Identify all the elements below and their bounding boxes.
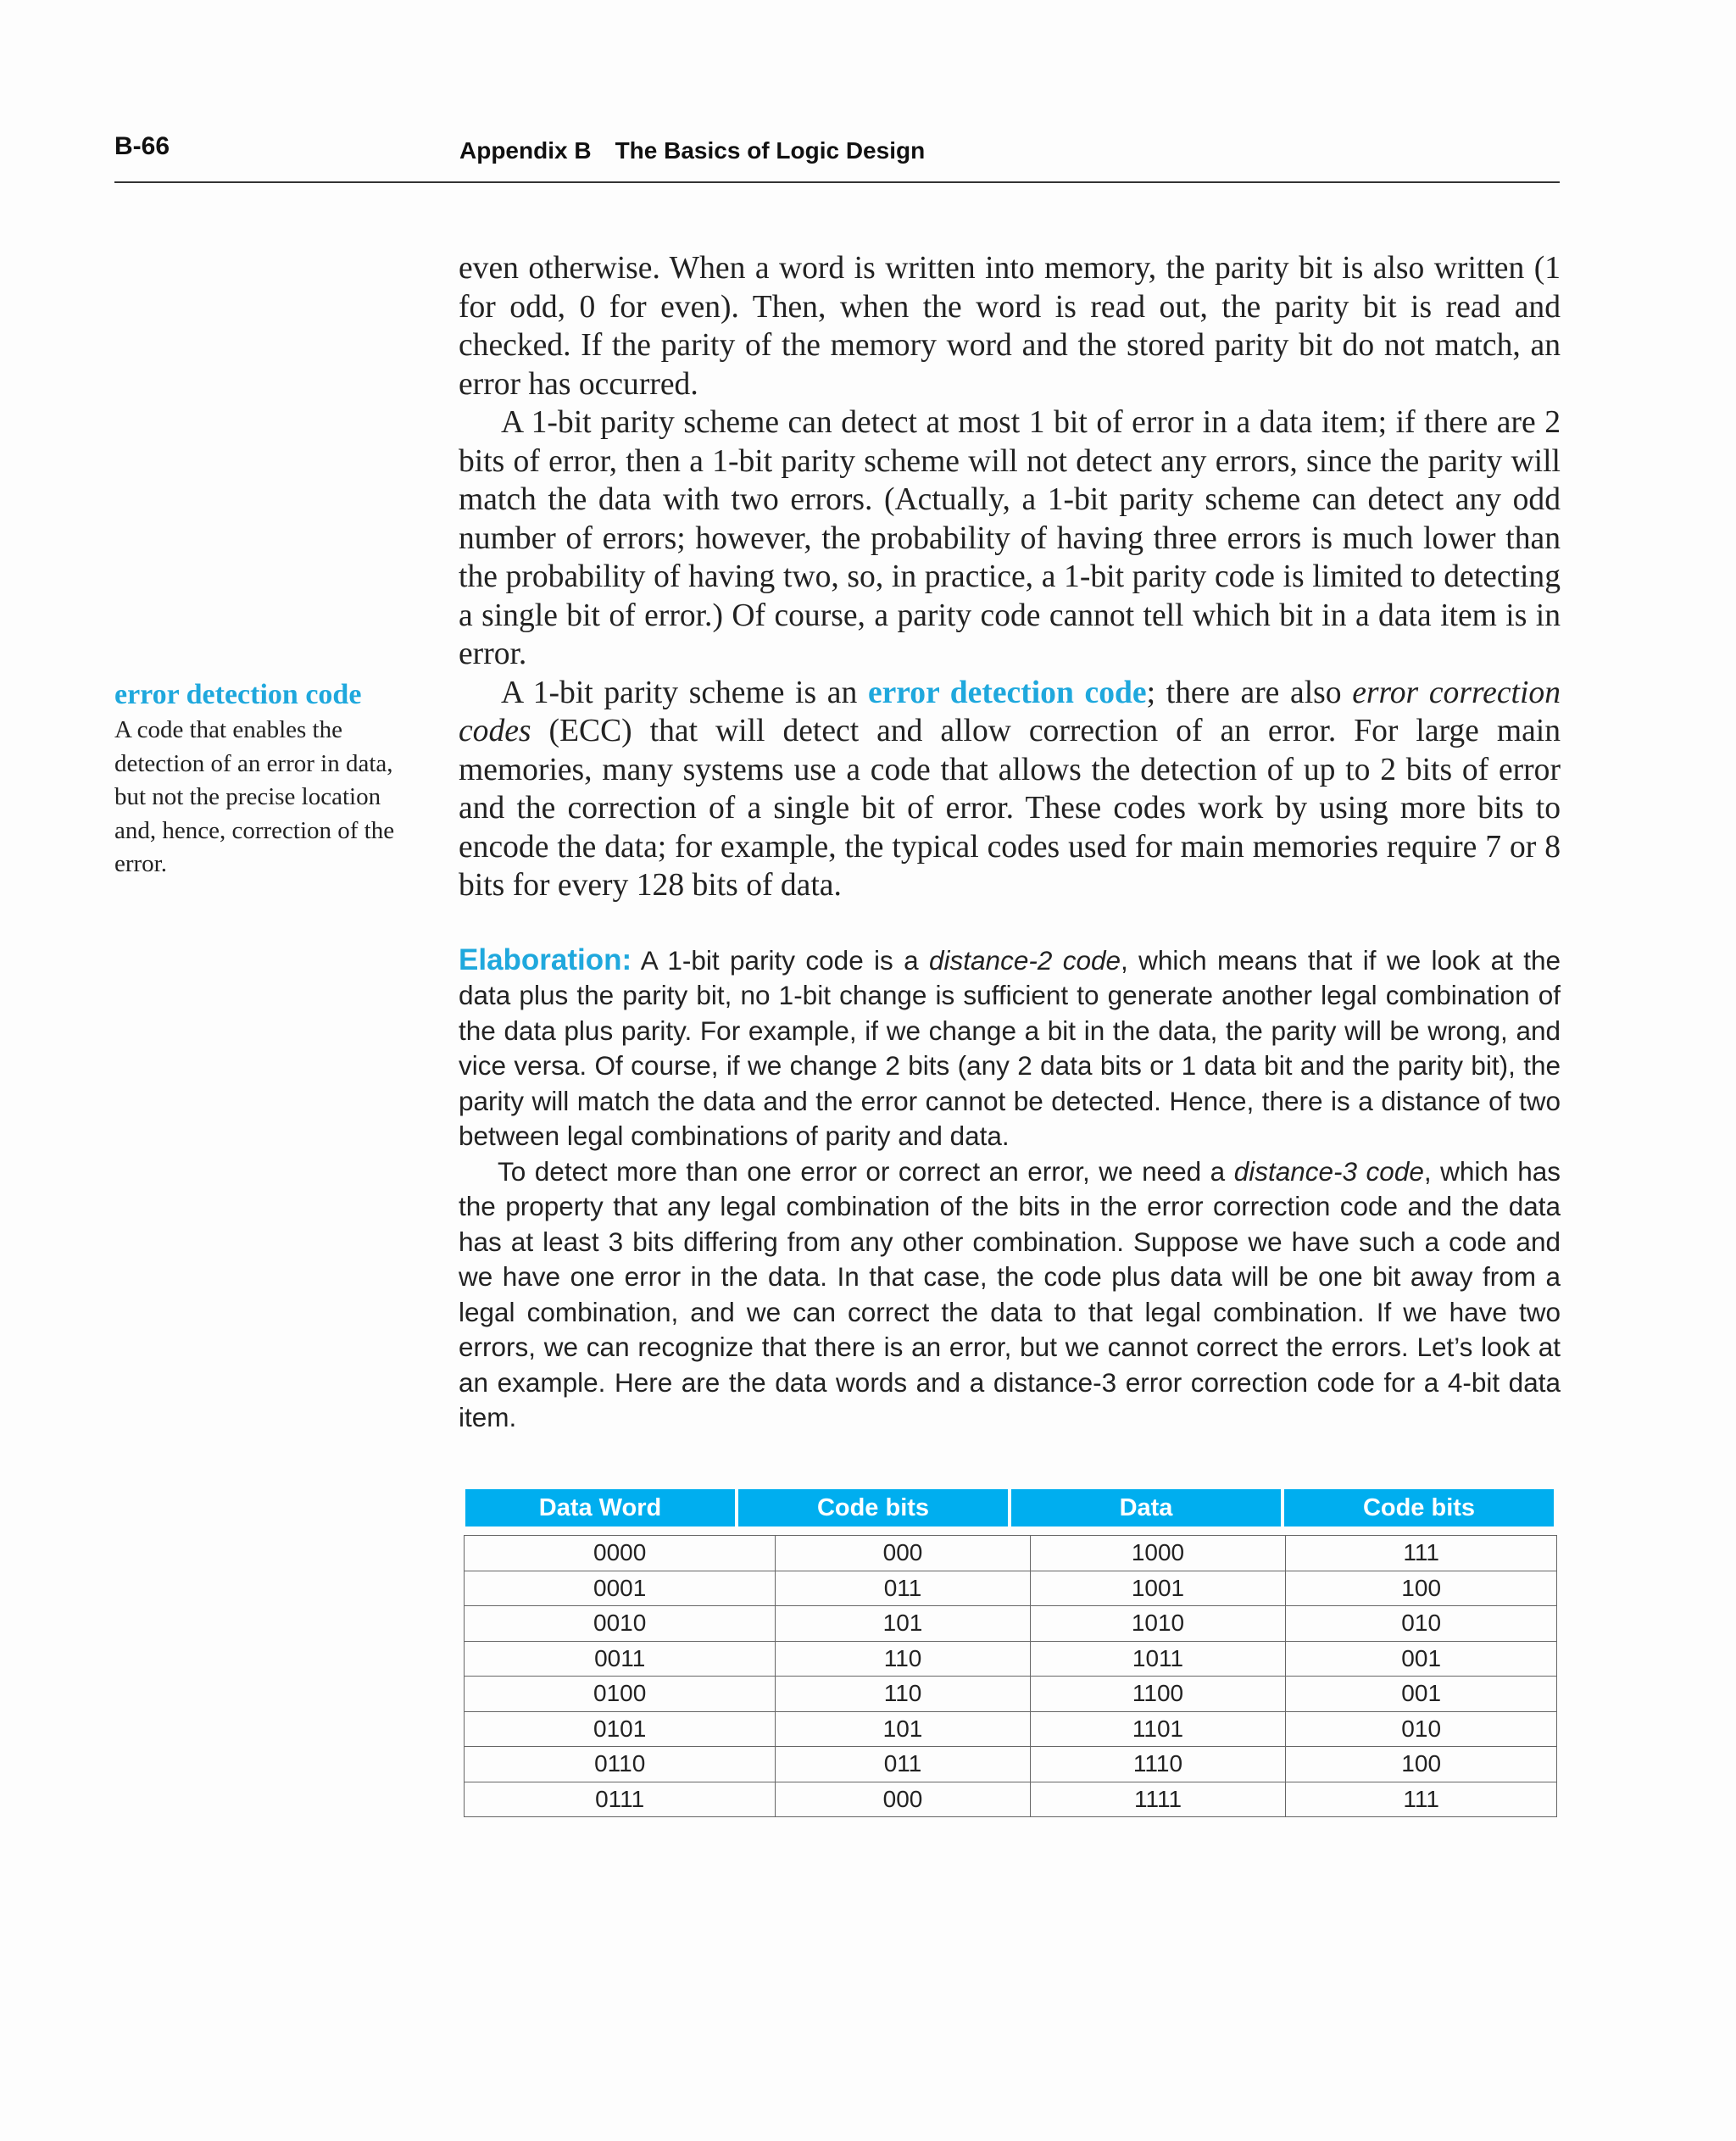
elab-p1-after: , which means that if we look at the data plus the parity bit, no 1-bit change is sufficient to generate another legal combination of the data plus parity. For example, if we change a bit in the data, the parity will be wrong, and vice versa. Of course, if we change 2 bits (any 2 data bits or 1 data bit and the parity bit), the parity will match the data and the error cannot be detected. Hence, there is a distance of two between legal combinations of parity and data. bbox=[459, 944, 1561, 1151]
table-cell: 1000 bbox=[1030, 1536, 1286, 1571]
table-cell: 1001 bbox=[1030, 1571, 1286, 1606]
paragraph-parity-continued: even otherwise. When a word is written into memory, the parity bit is also written (1 for odd, 0 for even). Then, when the word is read out, the parity bit is read and checked. If the parity of the memory word and the stored parity bit do not match, an error has occurred. bbox=[459, 251, 1561, 402]
header-code-bits-left: Code bits bbox=[738, 1489, 1008, 1527]
ecc-table bbox=[462, 1489, 1557, 1817]
table-row bbox=[465, 1711, 1557, 1747]
table-cell: 101 bbox=[776, 1711, 1030, 1747]
table-cell: 010 bbox=[1286, 1711, 1557, 1747]
table-cell: 1111 bbox=[1030, 1782, 1286, 1817]
elab-p1-before: A 1-bit parity code is a bbox=[632, 944, 930, 976]
elaboration-paragraph-2 bbox=[459, 1154, 1561, 1436]
table-cell: 011 bbox=[776, 1747, 1030, 1782]
elaboration-label: Elaboration: bbox=[459, 943, 632, 976]
table-row bbox=[465, 1606, 1557, 1642]
elab-p1-italic: distance-2 code bbox=[929, 944, 1121, 976]
header-code-bits-right: Code bits bbox=[1284, 1489, 1554, 1527]
header-data-word: Data Word bbox=[465, 1489, 735, 1527]
table-cell: 0111 bbox=[465, 1782, 776, 1817]
glossary-term: error detection code bbox=[114, 679, 362, 710]
p3-text-before: A 1-bit parity scheme is an bbox=[501, 675, 868, 710]
table-row bbox=[465, 1677, 1557, 1712]
table-cell: 1100 bbox=[1030, 1677, 1286, 1712]
table-row bbox=[465, 1536, 1557, 1571]
running-header bbox=[114, 125, 1560, 183]
table-row bbox=[465, 1571, 1557, 1606]
elaboration-section bbox=[459, 943, 1561, 1436]
elab-p2-after: , which has the property that any legal combination of the bits in the error correction code and the data has at least 3 bits differing from any other combination. Suppose we have such a code and we have one error in the data. In that case, the code plus data will be one bit away from a legal combination, and we can correct the data to that legal combination. If we have two errors, we can recognize that there is an error, but we cannot correct the errors. Let’s look at an example. Here are the data words and a distance-3 error correction code for a 4-bit data item. bbox=[459, 1155, 1561, 1432]
elaboration-paragraph-1 bbox=[459, 943, 1561, 1154]
table-cell: 000 bbox=[776, 1536, 1030, 1571]
table-cell: 1010 bbox=[1030, 1606, 1286, 1642]
paragraph-parity-limits: A 1-bit parity scheme can detect at most 1 bit of error in a data item; if there are 2 bits of error, then a 1-bit parity scheme will not detect any errors, since the parity will match the data with two errors. (Actually, a 1-bit parity scheme can detect any odd number of errors; however, the probability of having three errors is much lower than the probability of having two, so, in practice, a 1-bit parity code is limited to detecting a single bit of error.) Of course, a parity code cannot tell which bit in a data item is in error. bbox=[459, 405, 1561, 671]
table-cell: 001 bbox=[1286, 1677, 1557, 1712]
table-cell: 000 bbox=[776, 1782, 1030, 1817]
table-row bbox=[465, 1782, 1557, 1817]
inline-glossary-term: error detection code bbox=[867, 675, 1147, 710]
elab-p2-before: To detect more than one error or correct an error, we need a bbox=[498, 1155, 1234, 1187]
table-cell: 101 bbox=[776, 1606, 1030, 1642]
table-cell: 1101 bbox=[1030, 1711, 1286, 1747]
table-cell: 010 bbox=[1286, 1606, 1557, 1642]
p3-text-middle: ; there are also bbox=[1146, 675, 1353, 710]
table-cell: 110 bbox=[776, 1641, 1030, 1677]
p3-italic-term: error correction codes bbox=[459, 675, 1561, 748]
appendix-label: Appendix B bbox=[459, 137, 592, 164]
running-head-title bbox=[459, 137, 925, 164]
table-row bbox=[465, 1641, 1557, 1677]
table-cell: 111 bbox=[1286, 1782, 1557, 1817]
header-data: Data bbox=[1011, 1489, 1281, 1527]
chapter-title: The Basics of Logic Design bbox=[615, 137, 926, 164]
table-cell: 111 bbox=[1286, 1536, 1557, 1571]
table-cell: 0001 bbox=[465, 1571, 776, 1606]
margin-glossary-note bbox=[114, 678, 403, 881]
table-cell: 001 bbox=[1286, 1641, 1557, 1677]
p3-text-after: (ECC) that will detect and allow correction of an error. For large main memories, many systems use a code that allows the detection of up to 2 bits of error and the correction of a single bit of error. These codes work by using more bits to encode the data; for example, the typical codes used for main memories require 7 or 8 bits for every 128 bits of data. bbox=[459, 714, 1561, 903]
ecc-table-body bbox=[464, 1535, 1557, 1817]
table-cell: 100 bbox=[1286, 1747, 1557, 1782]
table-cell: 0000 bbox=[465, 1536, 776, 1571]
page-number: B-66 bbox=[114, 132, 170, 160]
table-cell: 1011 bbox=[1030, 1641, 1286, 1677]
main-text-column bbox=[459, 249, 1561, 1436]
ecc-table-header bbox=[462, 1489, 1557, 1527]
paragraph-ecc bbox=[459, 674, 1561, 905]
table-cell: 110 bbox=[776, 1677, 1030, 1712]
glossary-definition: A code that enables the detection of an error in data, but not the precise location and, hence, correction of the error. bbox=[114, 716, 395, 877]
table-cell: 100 bbox=[1286, 1571, 1557, 1606]
table-cell: 0010 bbox=[465, 1606, 776, 1642]
table-cell: 0011 bbox=[465, 1641, 776, 1677]
table-row bbox=[465, 1747, 1557, 1782]
table-cell: 011 bbox=[776, 1571, 1030, 1606]
elab-p2-italic: distance-3 code bbox=[1233, 1155, 1424, 1187]
table-cell: 1110 bbox=[1030, 1747, 1286, 1782]
table-cell: 0101 bbox=[465, 1711, 776, 1747]
table-cell: 0110 bbox=[465, 1747, 776, 1782]
table-cell: 0100 bbox=[465, 1677, 776, 1712]
